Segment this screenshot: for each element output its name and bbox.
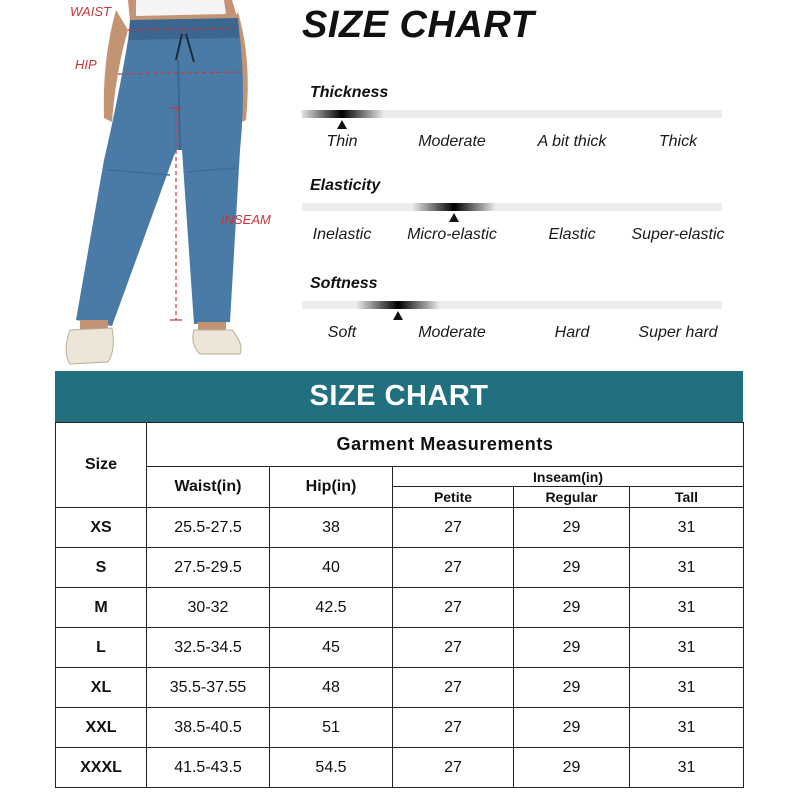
scale-pointer-icon — [337, 120, 347, 129]
waist-label: WAIST — [70, 4, 111, 19]
regular-cell: 29 — [514, 548, 630, 588]
scale-marker — [356, 301, 440, 309]
table-banner: SIZE CHART — [55, 371, 743, 422]
scale-option: Inelastic — [312, 226, 372, 243]
feature-softness — [302, 275, 722, 345]
tall-cell: 31 — [630, 588, 744, 628]
feature-title: Thickness — [310, 84, 389, 101]
scale-option: Elastic — [548, 226, 596, 243]
pants-illustration — [0, 0, 285, 370]
table-row — [56, 708, 744, 748]
scale-track — [302, 203, 722, 211]
hip-cell: 51 — [270, 708, 393, 748]
scale-pointer-icon — [449, 213, 459, 222]
feature-title: Softness — [310, 275, 378, 292]
header-size: Size — [56, 423, 147, 508]
header-petite: Petite — [393, 487, 514, 508]
table-row — [56, 668, 744, 708]
tall-cell: 31 — [630, 668, 744, 708]
tall-cell: 31 — [630, 708, 744, 748]
hip-cell: 42.5 — [270, 588, 393, 628]
size-chart-table-section — [55, 371, 743, 788]
waist-cell: 41.5-43.5 — [147, 748, 270, 788]
scale-marker — [300, 110, 384, 118]
scale-option: Super hard — [638, 324, 718, 341]
petite-cell: 27 — [393, 508, 514, 548]
regular-cell: 29 — [514, 748, 630, 788]
hip-label: HIP — [75, 57, 97, 72]
feature-title: Elasticity — [310, 177, 381, 194]
waist-cell: 27.5-29.5 — [147, 548, 270, 588]
waist-cell: 30-32 — [147, 588, 270, 628]
header-garment-measurements: Garment Measurements — [147, 423, 744, 467]
model-figure — [0, 0, 285, 370]
table-row — [56, 628, 744, 668]
scale-option: Moderate — [418, 324, 486, 341]
scale-marker — [412, 203, 496, 211]
tall-cell: 31 — [630, 548, 744, 588]
tall-cell: 31 — [630, 748, 744, 788]
size-cell: S — [56, 548, 147, 588]
page-title: SIZE CHART — [302, 4, 535, 46]
regular-cell: 29 — [514, 628, 630, 668]
hip-cell: 40 — [270, 548, 393, 588]
waist-cell: 38.5-40.5 — [147, 708, 270, 748]
table-row — [56, 548, 744, 588]
size-cell: XXXL — [56, 748, 147, 788]
size-cell: XL — [56, 668, 147, 708]
hip-cell: 38 — [270, 508, 393, 548]
scale-option: Hard — [554, 324, 590, 341]
scale-track — [302, 301, 722, 309]
size-table — [55, 422, 744, 788]
waist-cell: 35.5-37.55 — [147, 668, 270, 708]
regular-cell: 29 — [514, 668, 630, 708]
petite-cell: 27 — [393, 628, 514, 668]
scale-option: Micro-elastic — [407, 226, 497, 243]
feature-thickness — [302, 84, 722, 154]
size-cell: XS — [56, 508, 147, 548]
regular-cell: 29 — [514, 508, 630, 548]
waist-cell: 32.5-34.5 — [147, 628, 270, 668]
scale-option: A bit thick — [537, 133, 607, 150]
scale-option: Soft — [327, 324, 357, 341]
waist-cell: 25.5-27.5 — [147, 508, 270, 548]
header-hip: Hip(in) — [270, 467, 393, 508]
table-row — [56, 588, 744, 628]
hip-cell: 48 — [270, 668, 393, 708]
header-tall: Tall — [630, 487, 744, 508]
scale-pointer-icon — [393, 311, 403, 320]
scale-track — [302, 110, 722, 118]
table-row — [56, 508, 744, 548]
hip-cell: 54.5 — [270, 748, 393, 788]
petite-cell: 27 — [393, 708, 514, 748]
scale-option: Super-elastic — [631, 226, 725, 243]
scale-option: Thin — [326, 133, 358, 150]
header-inseam: Inseam(in) — [393, 467, 744, 487]
feature-elasticity — [302, 177, 725, 247]
scale-option: Thick — [658, 133, 698, 150]
table-body — [56, 508, 744, 788]
petite-cell: 27 — [393, 548, 514, 588]
table-row — [56, 748, 744, 788]
inseam-label: INSEAM — [221, 212, 271, 227]
tall-cell: 31 — [630, 508, 744, 548]
petite-cell: 27 — [393, 668, 514, 708]
petite-cell: 27 — [393, 588, 514, 628]
header-regular: Regular — [514, 487, 630, 508]
regular-cell: 29 — [514, 708, 630, 748]
petite-cell: 27 — [393, 748, 514, 788]
size-cell: L — [56, 628, 147, 668]
header-waist: Waist(in) — [147, 467, 270, 508]
regular-cell: 29 — [514, 588, 630, 628]
size-cell: M — [56, 588, 147, 628]
hip-cell: 45 — [270, 628, 393, 668]
scale-option: Moderate — [418, 133, 486, 150]
tall-cell: 31 — [630, 628, 744, 668]
size-cell: XXL — [56, 708, 147, 748]
